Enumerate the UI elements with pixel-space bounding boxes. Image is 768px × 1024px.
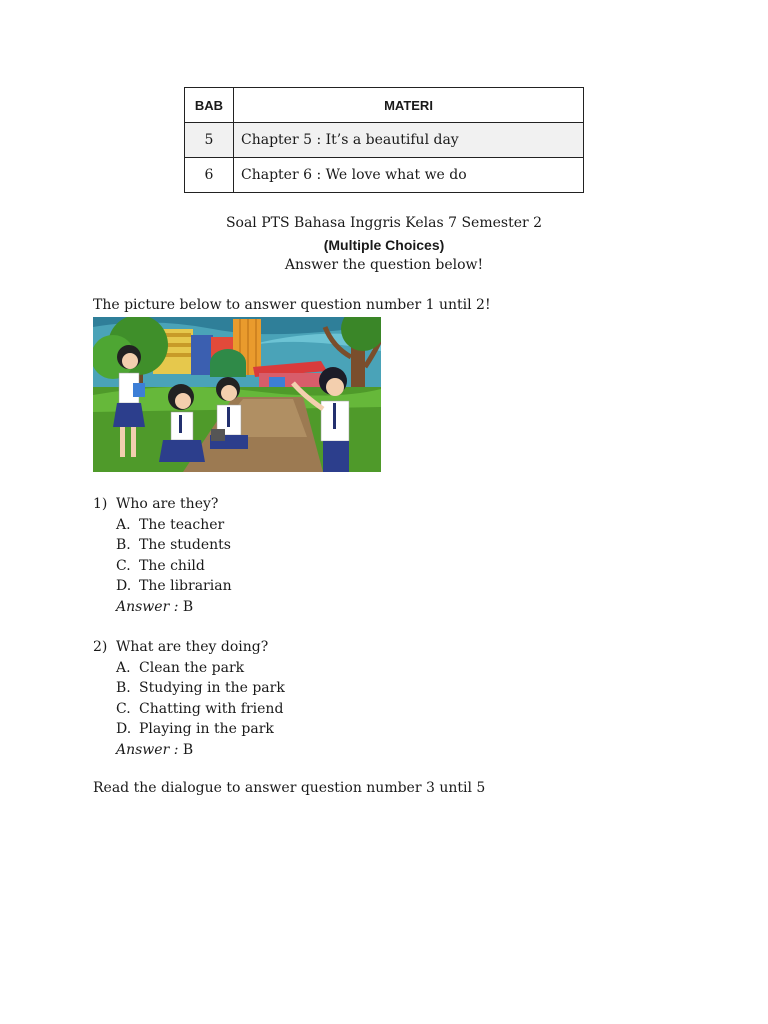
table-cell-bab: 5 xyxy=(185,123,234,158)
exam-title: Soal PTS Bahasa Inggris Kelas 7 Semester 2 xyxy=(225,215,543,231)
option-letter: C. xyxy=(116,557,131,574)
students-illustration xyxy=(93,317,381,472)
table-row xyxy=(185,158,584,193)
option-c xyxy=(93,699,285,720)
answer-line xyxy=(93,740,285,761)
table-row xyxy=(185,123,584,158)
question-line xyxy=(93,494,232,515)
option-text: The teacher xyxy=(139,516,225,533)
exam-instruction: Answer the question below! xyxy=(284,257,484,273)
option-a xyxy=(93,515,232,536)
question-1 xyxy=(93,494,232,617)
question-number: 2) xyxy=(93,639,108,655)
option-b xyxy=(93,678,285,699)
option-text: The child xyxy=(139,557,205,574)
question-text: What are they doing? xyxy=(116,639,269,655)
answer-value: B xyxy=(182,741,194,758)
option-letter: C. xyxy=(116,700,131,717)
question-2 xyxy=(93,637,285,760)
option-letter: B. xyxy=(116,680,131,696)
table-cell-materi: Chapter 6 : We love what we do xyxy=(234,158,584,193)
answer-value: B xyxy=(182,598,194,615)
table-cell-materi: Chapter 5 : It’s a beautiful day xyxy=(234,123,584,158)
answer-label: Answer : xyxy=(116,598,179,615)
option-letter: A. xyxy=(116,659,131,676)
picture-intro: The picture below to answer question number 1 until 2! xyxy=(93,297,491,313)
option-letter: D. xyxy=(116,578,132,594)
option-a xyxy=(93,658,285,679)
option-text: The librarian xyxy=(139,578,232,594)
option-letter: A. xyxy=(116,516,131,533)
chapter-table xyxy=(184,87,584,193)
option-b xyxy=(93,535,232,556)
option-text: Studying in the park xyxy=(139,680,285,696)
question-line xyxy=(93,637,285,658)
option-letter: D. xyxy=(116,721,132,737)
table-header-bab: BAB xyxy=(185,88,234,123)
table-cell-bab: 6 xyxy=(185,158,234,193)
exam-subtitle: (Multiple Choices) xyxy=(323,237,445,253)
option-letter: B. xyxy=(116,537,131,553)
option-d xyxy=(93,576,232,597)
option-text: The students xyxy=(139,537,231,553)
answer-label: Answer : xyxy=(116,741,179,758)
table-header-materi: MATERI xyxy=(234,88,584,123)
dialogue-intro: Read the dialogue to answer question number 3 until 5 xyxy=(93,780,486,796)
question-text: Who are they? xyxy=(116,496,219,512)
question-number: 1) xyxy=(93,496,108,512)
option-text: Chatting with friend xyxy=(139,700,284,717)
answer-line xyxy=(93,597,232,618)
option-c xyxy=(93,556,232,577)
table-header-row xyxy=(185,88,584,123)
option-text: Clean the park xyxy=(139,659,245,676)
option-text: Playing in the park xyxy=(139,721,274,737)
option-d xyxy=(93,719,285,740)
